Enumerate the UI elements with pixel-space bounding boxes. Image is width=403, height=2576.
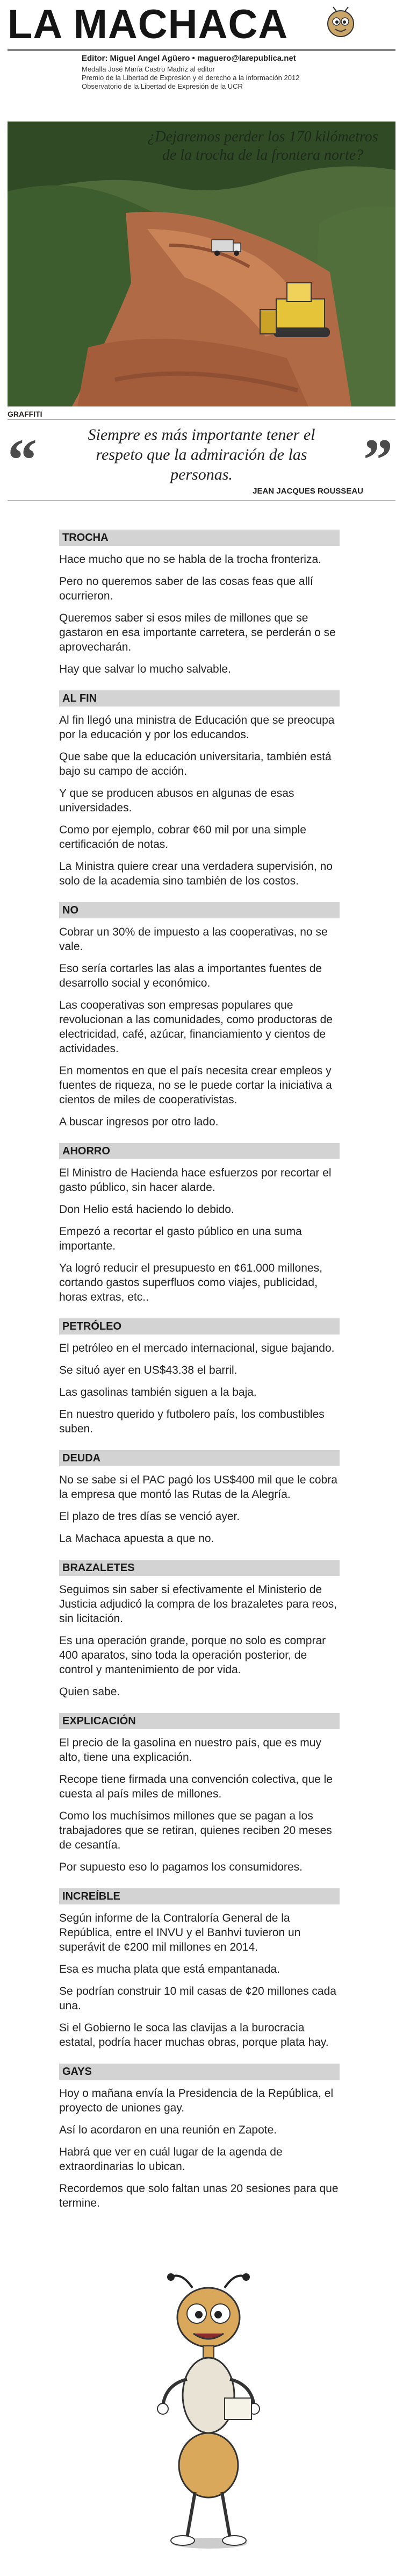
award-line: Observatorio de la Libertad de Expresión de la UCR — [82, 82, 243, 90]
item-paragraph: A buscar ingresos por otro lado. — [59, 1116, 219, 1128]
masthead-rule — [8, 49, 395, 51]
item-heading: TROCHA — [59, 530, 340, 546]
item-paragraph: En nuestro querido y futbolero país, los combustibles suben. — [59, 1408, 325, 1435]
item-paragraph: Don Helio está haciendo lo debido. — [59, 1203, 234, 1216]
item-paragraph: El plazo de tres días se venció ayer. — [59, 1510, 240, 1523]
news-item — [59, 1560, 340, 1699]
quote-author: JEAN JACQUES ROUSSEAU — [253, 487, 363, 496]
item-heading: AL FIN — [59, 690, 340, 707]
item-paragraph: No se sabe si el PAC pagó los US$400 mil que le cobra la empresa que montó las Rutas de la Alegría. — [59, 1474, 337, 1501]
item-paragraph: Queremos saber si esos miles de millones que se gastaron en esa importante carretera, se perderán o se aprovecharán. — [59, 612, 336, 653]
quote-rule — [8, 500, 395, 501]
item-paragraph: En momentos en que el país necesita crear empleos y fuentes de riqueza, no se le puede cortar la iniciativa a cientos de miles de cooperativistas. — [59, 1065, 332, 1106]
item-paragraph: Recordemos que solo faltan unas 20 sesiones para que termine. — [59, 2182, 339, 2209]
item-heading: BRAZALETES — [59, 1560, 340, 1576]
item-heading: INCREÍBLE — [59, 1888, 340, 1904]
masthead — [0, 0, 403, 122]
section-label: GRAFFITI — [8, 410, 42, 418]
item-paragraph: Seguimos sin saber si efectivamente el Ministerio de Justicia adjudicó la compra de los brazaletes para reos, sin licitación. — [59, 1583, 337, 1625]
mascot-logo-icon — [325, 6, 357, 39]
item-paragraph: Y que se producen abusos en algunas de esas universidades. — [59, 787, 294, 814]
item-paragraph: Hoy o mañana envía la Presidencia de la República, el proyecto de uniones gay. — [59, 2087, 334, 2114]
section-rule — [8, 419, 395, 420]
item-paragraph: Empezó a recortar el gasto público en una suma importante. — [59, 1225, 302, 1252]
item-heading: EXPLICACIÓN — [59, 1713, 340, 1729]
photo-caption: ¿Dejaremos perder los 170 kilómetros de la trocha de la frontera norte? — [147, 129, 378, 163]
news-item — [59, 1888, 340, 2050]
masthead-title: LA MACHACA — [8, 2, 289, 47]
item-paragraph: El petróleo en el mercado internacional, sigue bajando. — [59, 1342, 335, 1354]
item-paragraph: Que sabe que la educación universitaria, también está bajo su campo de acción. — [59, 751, 332, 777]
item-paragraph: Es una operación grande, porque no solo es comprar 400 aparatos, sino toda la operación posterior, de control y mantenimiento de por vida. — [59, 1635, 326, 1676]
news-item — [59, 1713, 340, 1874]
item-paragraph: Así lo acordaron en una reunión en Zapote. — [59, 2124, 277, 2136]
item-paragraph: Esa es mucha plata que está empantanada. — [59, 1963, 280, 1975]
award-line: Medalla José María Castro Madriz al editor — [82, 65, 215, 73]
item-paragraph: Recope tiene firmada una convención colectiva, que le cuesta al país miles de millones. — [59, 1773, 333, 1800]
news-item — [59, 690, 340, 888]
item-heading: DEUDA — [59, 1450, 340, 1466]
item-paragraph: Quien sabe. — [59, 1686, 120, 1698]
item-paragraph: Hay que salvar lo mucho salvable. — [59, 663, 231, 675]
item-paragraph: Al fin llegó una ministra de Educación que se preocupa por la educación y por los educandos. — [59, 714, 335, 741]
item-paragraph: Hace mucho que no se habla de la trocha fronteriza. — [59, 553, 321, 566]
item-paragraph: La Ministra quiere crear una verdadera supervisión, no solo de la academia sino también de los costos. — [59, 860, 333, 887]
news-item — [59, 902, 340, 1129]
news-item — [59, 1318, 340, 1436]
item-paragraph: Ya logró reducir el presupuesto en ¢61.000 millones, cortando gastos superfluos como viajes, publicidad, horas extras, etc.. — [59, 1262, 322, 1303]
item-paragraph: Como por ejemplo, cobrar ¢60 mil por una simple certificación de notas. — [59, 824, 306, 851]
item-heading: PETRÓLEO — [59, 1318, 340, 1335]
news-item — [59, 530, 340, 676]
item-paragraph: El Ministro de Hacienda hace esfuerzos por recortar el gasto público, sin hacer alarde. — [59, 1167, 332, 1194]
news-column — [59, 530, 340, 2224]
item-paragraph: Eso sería cortarles las alas a importantes fuentes de desarrollo social y económico. — [59, 962, 322, 989]
item-paragraph: Se podrían construir 10 mil casas de ¢20 millones cada una. — [59, 1985, 336, 2012]
news-item — [59, 2064, 340, 2210]
item-paragraph: Si el Gobierno le soca las clavijas a la burocracia estatal, podría hacer muchas obras, porque plata hay. — [59, 2022, 329, 2049]
editor-line: Editor: Miguel Angel Agüero • maguero@larepublica.net — [82, 54, 296, 63]
item-paragraph: Habrá que ver en cuál lugar de la agenda de extraordinarias lo ubican. — [59, 2146, 283, 2173]
item-heading: AHORRO — [59, 1143, 340, 1159]
mascot-ant-icon — [149, 2272, 268, 2551]
hero-photo — [8, 122, 395, 406]
close-quote-icon: ” — [363, 427, 393, 493]
item-paragraph: Las gasolinas también siguen a la baja. — [59, 1386, 257, 1398]
item-paragraph: Se situó ayer en US$43.38 el barril. — [59, 1364, 238, 1376]
quote-text: Siempre es más importante tener el respeto que la admiración de las personas. — [88, 426, 315, 483]
item-paragraph: El precio de la gasolina en nuestro país, que es muy alto, tiene una explicación. — [59, 1737, 321, 1764]
news-item — [59, 1143, 340, 1304]
open-quote-icon: “ — [8, 427, 37, 493]
item-heading: NO — [59, 902, 340, 918]
item-paragraph: Las cooperativas son empresas populares que revolucionan a las comunidades, como productoras de electricidad, café, azúcar, financiamiento y cientos de actividades. — [59, 999, 333, 1055]
news-item — [59, 1450, 340, 1546]
item-paragraph: Cobrar un 30% de impuesto a las cooperativas, no se vale. — [59, 926, 328, 953]
item-paragraph: Pero no queremos saber de las cosas feas que allí ocurrieron. — [59, 575, 313, 602]
item-paragraph: Según informe de la Contraloría General de la República, entre el INVU y el Banhvi tuvieron un superávit de ¢200 mil millones en 2014. — [59, 1912, 301, 1953]
item-heading: GAYS — [59, 2064, 340, 2080]
item-paragraph: Como los muchísimos millones que se pagan a los trabajadores que se retiran, quienes reciben 20 meses de cesantía. — [59, 1810, 332, 1851]
item-paragraph: La Machaca apuesta a que no. — [59, 1532, 214, 1545]
award-line: Premio de la Libertad de Expresión y el derecho a la información 2012 — [82, 74, 300, 82]
item-paragraph: Por supuesto eso lo pagamos los consumidores. — [59, 1861, 303, 1873]
